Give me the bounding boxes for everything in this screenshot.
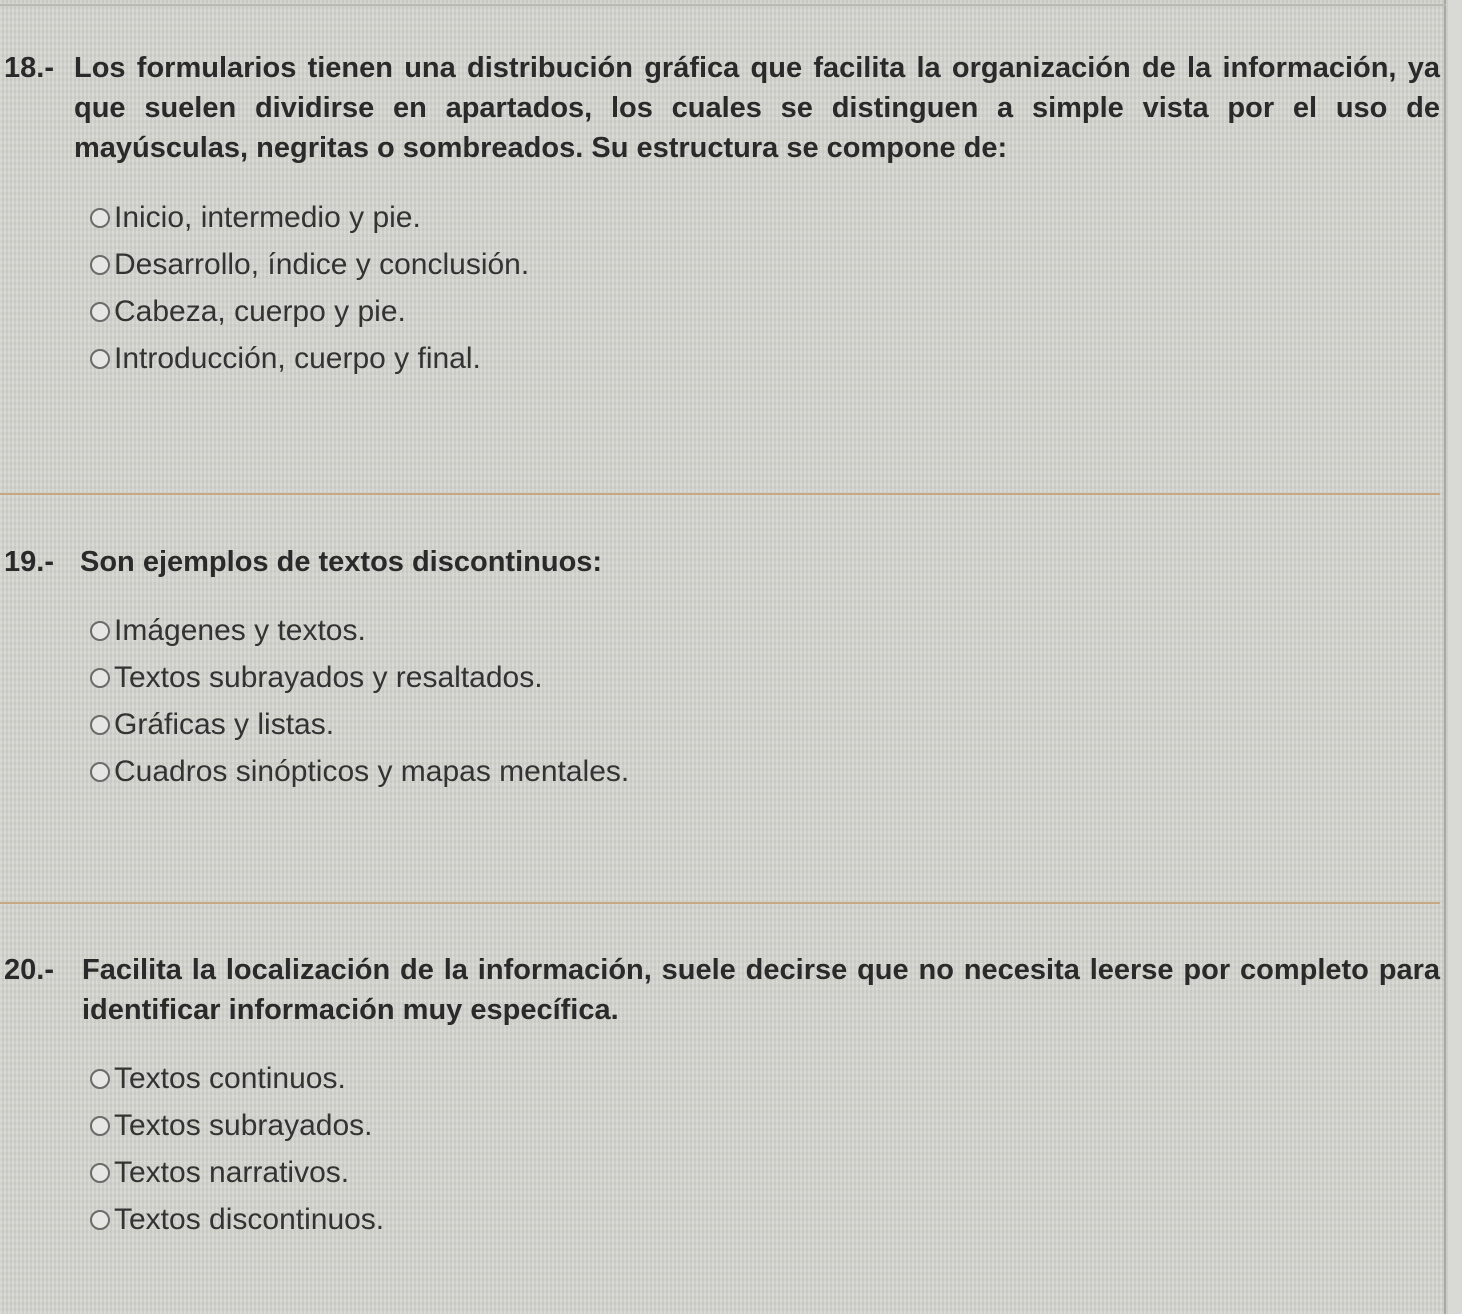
radio-button-icon[interactable] xyxy=(90,208,110,228)
question-18-option-4[interactable] xyxy=(90,335,529,382)
radio-button-icon[interactable] xyxy=(90,1163,110,1183)
question-19-text: Son ejemplos de textos discontinuos: xyxy=(80,546,603,578)
question-18-prompt xyxy=(0,48,1440,168)
question-20-option-4[interactable] xyxy=(90,1196,384,1243)
radio-button-icon[interactable] xyxy=(90,715,110,735)
question-19-option-4[interactable] xyxy=(90,748,629,795)
question-20-option-3[interactable] xyxy=(90,1149,384,1196)
question-divider xyxy=(0,902,1440,904)
option-label: Cuadros sinópticos y mapas mentales. xyxy=(114,754,630,788)
question-20-number: 20.- xyxy=(4,954,54,986)
question-18-text: Los formularios tienen una distribución gráfica que facilita la organización de la información, ya que suelen dividirse en apartados, los cuales se distinguen a simple vista por el uso de mayúsculas, negritas o sombreados. Su estructura se compone de: xyxy=(74,52,1440,164)
question-19-option-3[interactable] xyxy=(90,701,629,748)
option-label: Textos subrayados y resaltados. xyxy=(114,660,543,694)
question-19-options xyxy=(90,607,629,795)
radio-button-icon[interactable] xyxy=(90,302,110,322)
question-20-option-2[interactable] xyxy=(90,1102,384,1149)
question-18-options xyxy=(90,194,529,382)
question-18-number: 18.- xyxy=(4,52,54,84)
option-label: Gráficas y listas. xyxy=(114,707,335,741)
top-rule xyxy=(0,4,1446,6)
question-19 xyxy=(0,542,1440,582)
option-label: Textos narrativos. xyxy=(114,1155,350,1189)
radio-button-icon[interactable] xyxy=(90,762,110,782)
question-18-option-1[interactable] xyxy=(90,194,529,241)
option-label: Textos discontinuos. xyxy=(114,1202,385,1236)
question-20-prompt xyxy=(0,950,1440,1030)
question-19-number: 19.- xyxy=(4,546,54,578)
option-label: Introducción, cuerpo y final. xyxy=(114,341,481,375)
radio-button-icon[interactable] xyxy=(90,668,110,688)
radio-button-icon[interactable] xyxy=(90,1210,110,1230)
option-label: Cabeza, cuerpo y pie. xyxy=(114,294,406,328)
radio-button-icon[interactable] xyxy=(90,1069,110,1089)
option-label: Desarrollo, índice y conclusión. xyxy=(114,247,530,281)
radio-button-icon[interactable] xyxy=(90,1116,110,1136)
question-20-option-1[interactable] xyxy=(90,1055,384,1102)
radio-button-icon[interactable] xyxy=(90,349,110,369)
question-18-option-3[interactable] xyxy=(90,288,529,335)
radio-button-icon[interactable] xyxy=(90,621,110,641)
option-label: Imágenes y textos. xyxy=(114,613,366,647)
radio-button-icon[interactable] xyxy=(90,255,110,275)
question-19-prompt xyxy=(0,542,1440,582)
question-18 xyxy=(0,48,1440,168)
question-19-option-1[interactable] xyxy=(90,607,629,654)
question-18-option-2[interactable] xyxy=(90,241,529,288)
question-20 xyxy=(0,950,1440,1030)
option-label: Textos subrayados. xyxy=(114,1108,373,1142)
question-20-text: Facilita la localización de la información, suele decirse que no necesita leerse por completo para identificar información muy específica. xyxy=(82,954,1440,1026)
window-edge xyxy=(1448,0,1462,1314)
option-label: Inicio, intermedio y pie. xyxy=(114,200,421,234)
option-label: Textos continuos. xyxy=(114,1061,346,1095)
question-20-options xyxy=(90,1055,384,1243)
question-19-option-2[interactable] xyxy=(90,654,629,701)
question-divider xyxy=(0,493,1440,495)
